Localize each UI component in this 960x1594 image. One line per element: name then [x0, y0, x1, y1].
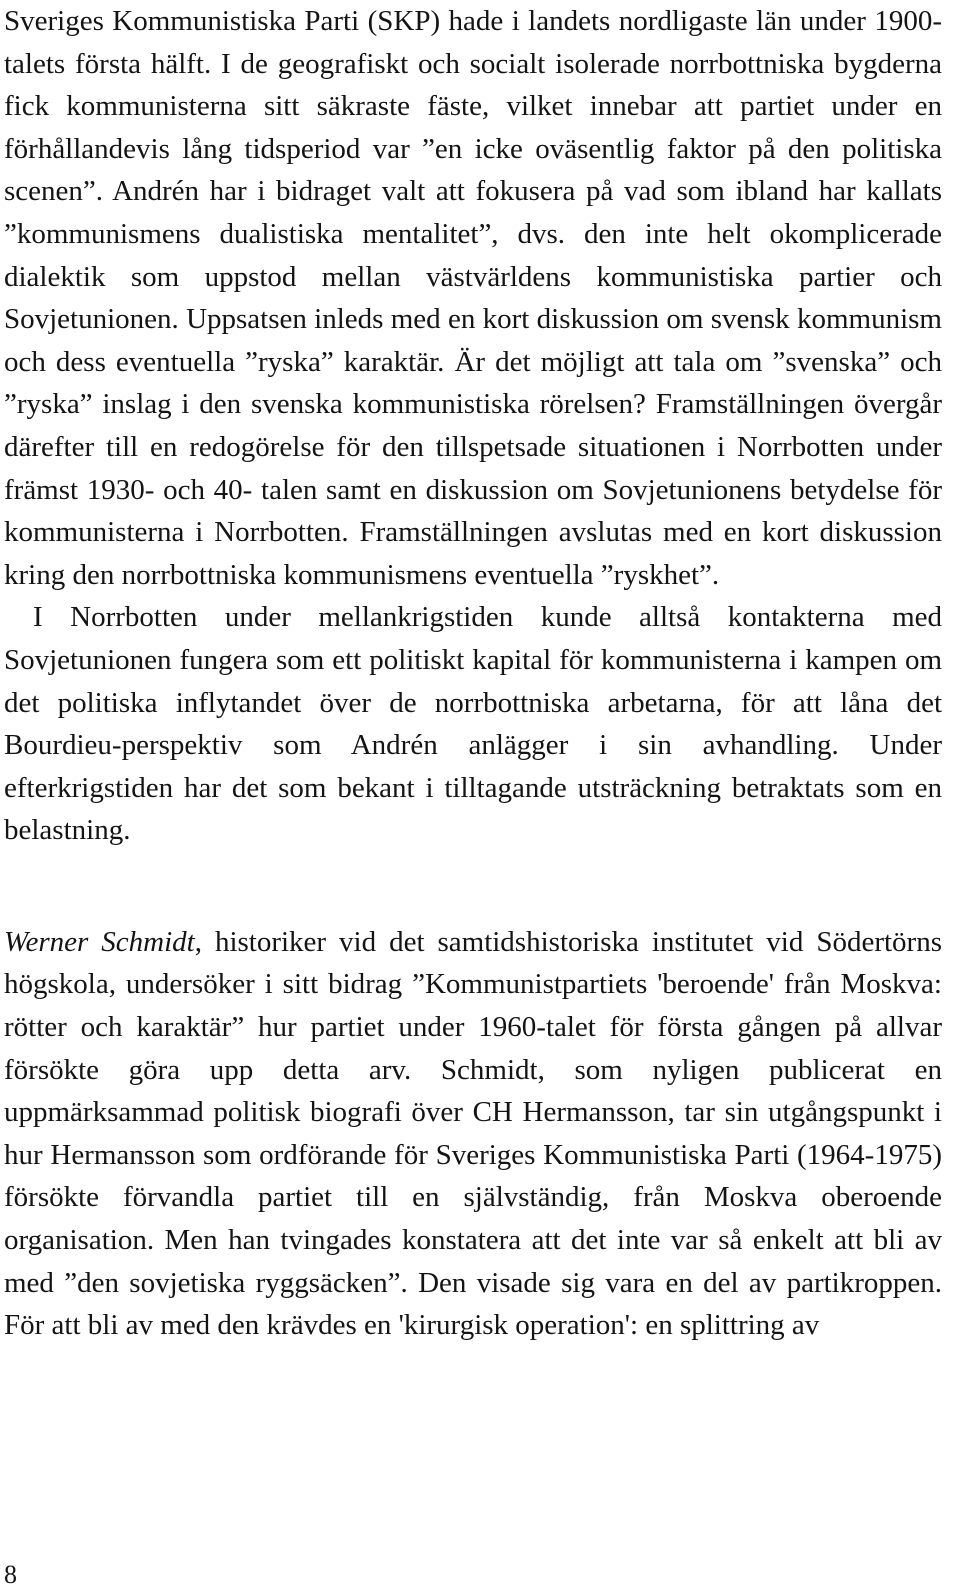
page-number: 8: [4, 1560, 17, 1589]
paragraph-1: Sveriges Kommunistiska Parti (SKP) hade i landets nordligaste län under 1900- talets första hälft. I de geografiskt och socialt isolerade norrbottniska bygderna fick kommunisterna sitt säkraste fäste, vilket innebar att partiet under en förhållandevis lång tidsperiod var ”en icke oväsentlig faktor på den politiska scenen”. Andrén har i bidraget valt att fokusera på vad som ibland har kallats ”kommunismens dualistiska mentalitet”, dvs. den inte helt okomplicerade dialektik som uppstod mellan västvärldens kommunistiska partier och Sovjetunionen. Uppsatsen inleds med en kort diskussion om svensk kommunism och dess eventuella ”ryska” karaktär. Är det möjligt att tala om ”svenska” och ”ryska” inslag i den svenska kommunistiska rörelsen? Framställningen övergår därefter till en redogörelse för den tillspetsade situationen i Norrbotten under främst 1930- och 40- talen samt en diskussion om Sovjetunionens betydelse för kommunisterna i Norrbotten. Framställningen avslutas med en kort diskussion kring den norrbottniska kommunismens eventuella ”ryskhet”.: [4, 5, 942, 591]
document-page: [4, 0, 942, 1347]
paragraph-3: [4, 921, 942, 1347]
paragraph-2: I Norrbotten under mellankrigstiden kunde alltså kontakterna med Sovjetunionen fungera som ett politiskt kapital för kommunisterna i kampen om det politiska inflytandet över de norrbottniska arbetarna, för att låna det Bourdieu-perspektiv som Andrén anlägger i sin avhandling. Under efterkrigstiden har det som bekant i tilltagande utsträckning betraktats som en belastning.: [4, 601, 942, 847]
paragraph-gap: [4, 852, 942, 921]
author-name: Werner Schmidt: [4, 925, 195, 958]
paragraph-3-text: , historiker vid det samtidshistoriska institutet vid Södertörns högskola, undersöker i sitt bidrag ”Kommunistpartiets 'beroende' från Moskva: rötter och karaktär” hur partiet under 1960-talet för första gången på allvar försökte göra upp detta arv. Schmidt, som nyligen publicerat en uppmärksammad politisk biografi över CH Hermansson, tar sin utgångspunkt i hur Hermansson som ordförande för Sveriges Kommunistiska Parti (1964-1975) försökte förvandla partiet till en självständig, från Moskva oberoende organisation. Men han tvingades konstatera att det inte var så enkelt att bli av med ”den sovjetiska ryggsäcken”. Den visade sig vara en del av partikroppen. För att bli av med den krävdes en 'kirurgisk operation': en splittring av: [4, 925, 942, 1342]
